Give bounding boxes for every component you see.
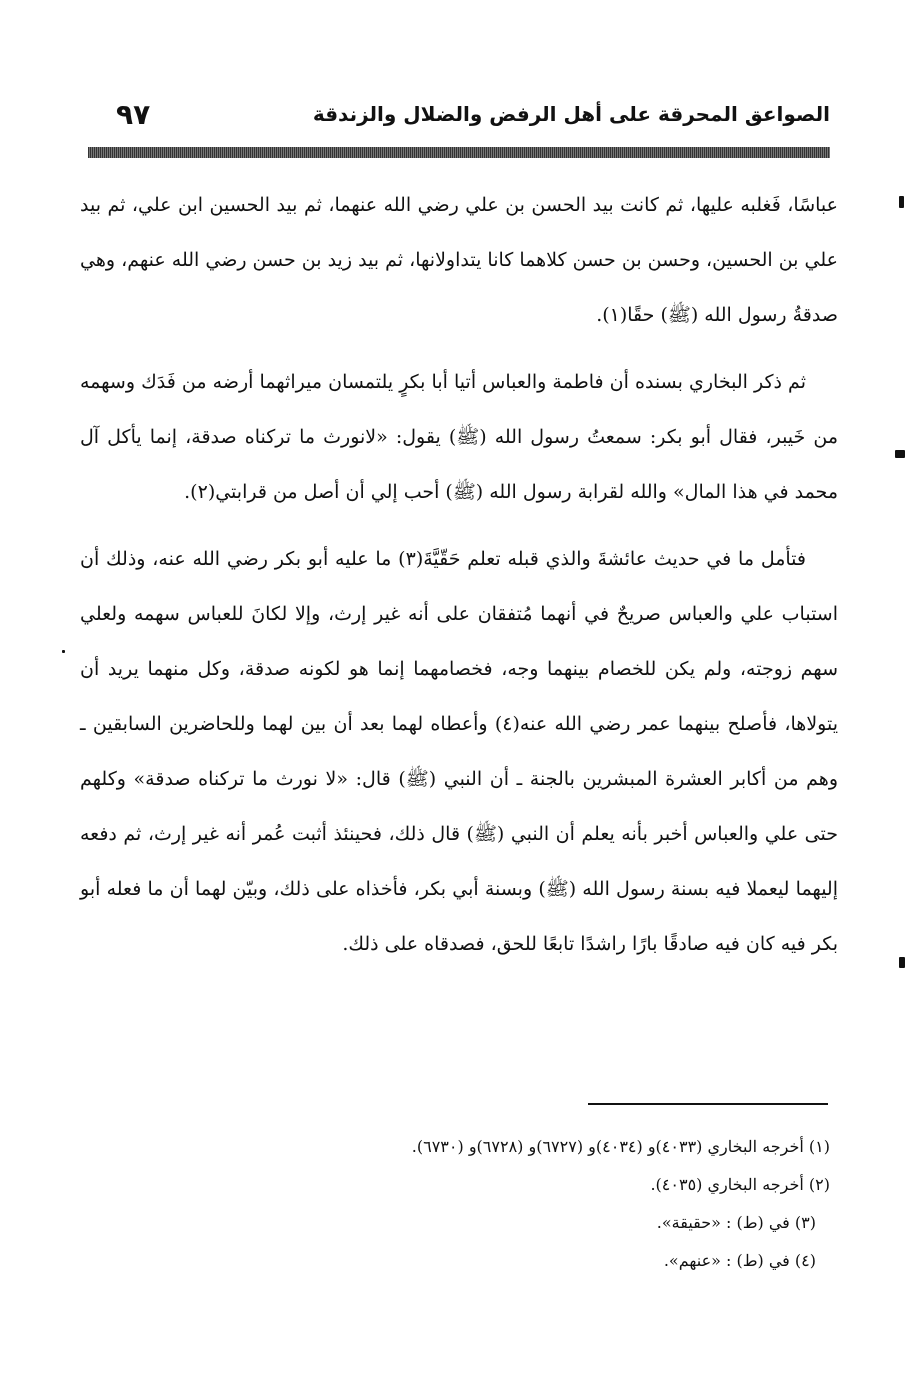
- footnote-4: (٤) في (ط) : «عنهم».: [663, 1251, 816, 1270]
- paragraph-3: فتأمل ما في حديث عائشةَ والذي قبله تعلم حَقّيَّةَ(٣) ما عليه أبو بكر رضي الله عنه، وذلك أن استباب علي والعباس صريحٌ في أنهما مُتفقان على أنه غير إرث، وإلا لكانَ للعباس سهمه ولعلي سهم زوجته، ولم يكن للخصام بينهما وجه، فخصامهما إنما هو لكونه صدقة، وكل منهما يريد أن يتولاها، فأصلح بينهما عمر رضي الله عنه(٤) وأعطاه لهما بعد أن بين لهما وللحاضرين السابقين ـ وهم من أكابر العشرة المبشرين بالجنة ـ أن النبي (ﷺ) قال: «لا نورث ما تركناه صدقة» وكلهم حتى علي والعباس أخبر بأنه يعلم أن النبي (ﷺ) قال ذلك، فحينئذ أثبت عُمر أنه غير إرث، ثم دفعه إليهما ليعملا فيه بسنة رسول الله (ﷺ) وبسنة أبي بكر، فأخذاه على ذلك، وبيّن لهما أن ما فعله أبو بكر فيه كان فيه صادقًا بارًا راشدًا تابعًا للحق، فصدقاه على ذلك.: [80, 548, 838, 955]
- footnote-1: (١) أخرجه البخاري (٤٠٣٣)و (٤٠٣٤)و (٦٧٢٧)و (٦٧٢٨)و (٦٧٣٠).: [411, 1137, 830, 1156]
- margin-mark: [895, 450, 905, 458]
- margin-mark: [62, 650, 65, 653]
- main-text: [80, 178, 838, 984]
- page-number: ٩٧: [116, 98, 151, 131]
- header-title: الصواعق المحرقة على أهل الرفض والضلال والزندقة: [312, 102, 830, 126]
- header-rule: [88, 147, 830, 158]
- margin-mark: [899, 957, 905, 968]
- margin-mark: [899, 196, 904, 208]
- footnote-separator: [588, 1103, 828, 1105]
- footnote-2: (٢) أخرجه البخاري (٤٠٣٥).: [650, 1175, 830, 1194]
- paragraph-2: ثم ذكر البخاري بسنده أن فاطمة والعباس أتيا أبا بكرٍ يلتمسان ميراثهما أرضه من فَدَك وسهمه من خَيبر، فقال أبو بكر: سمعتُ رسول الله (ﷺ) يقول: «لانورث ما تركناه صدقة، إنما يأكل آل محمد في هذا المال» والله لقرابة رسول الله (ﷺ) أحب إلي أن أصل من قرابتي(٢).: [80, 371, 838, 503]
- footnotes: [200, 1128, 830, 1280]
- footnote-3: (٣) في (ط) : «حقيقة».: [656, 1213, 816, 1232]
- running-header: [88, 98, 830, 150]
- paragraph-1: عباسًا، فَغلبه عليها، ثم كانت بيد الحسن بن علي رضي الله عنهما، ثم بيد الحسين ابن علي، ثم بيد علي بن الحسين، وحسن بن حسن كلاهما كانا يتداولانها، ثم بيد زيد بن حسن رضي الله عنهم، وهي صدقةُ رسول الله (ﷺ) حقًا(١).: [80, 194, 838, 326]
